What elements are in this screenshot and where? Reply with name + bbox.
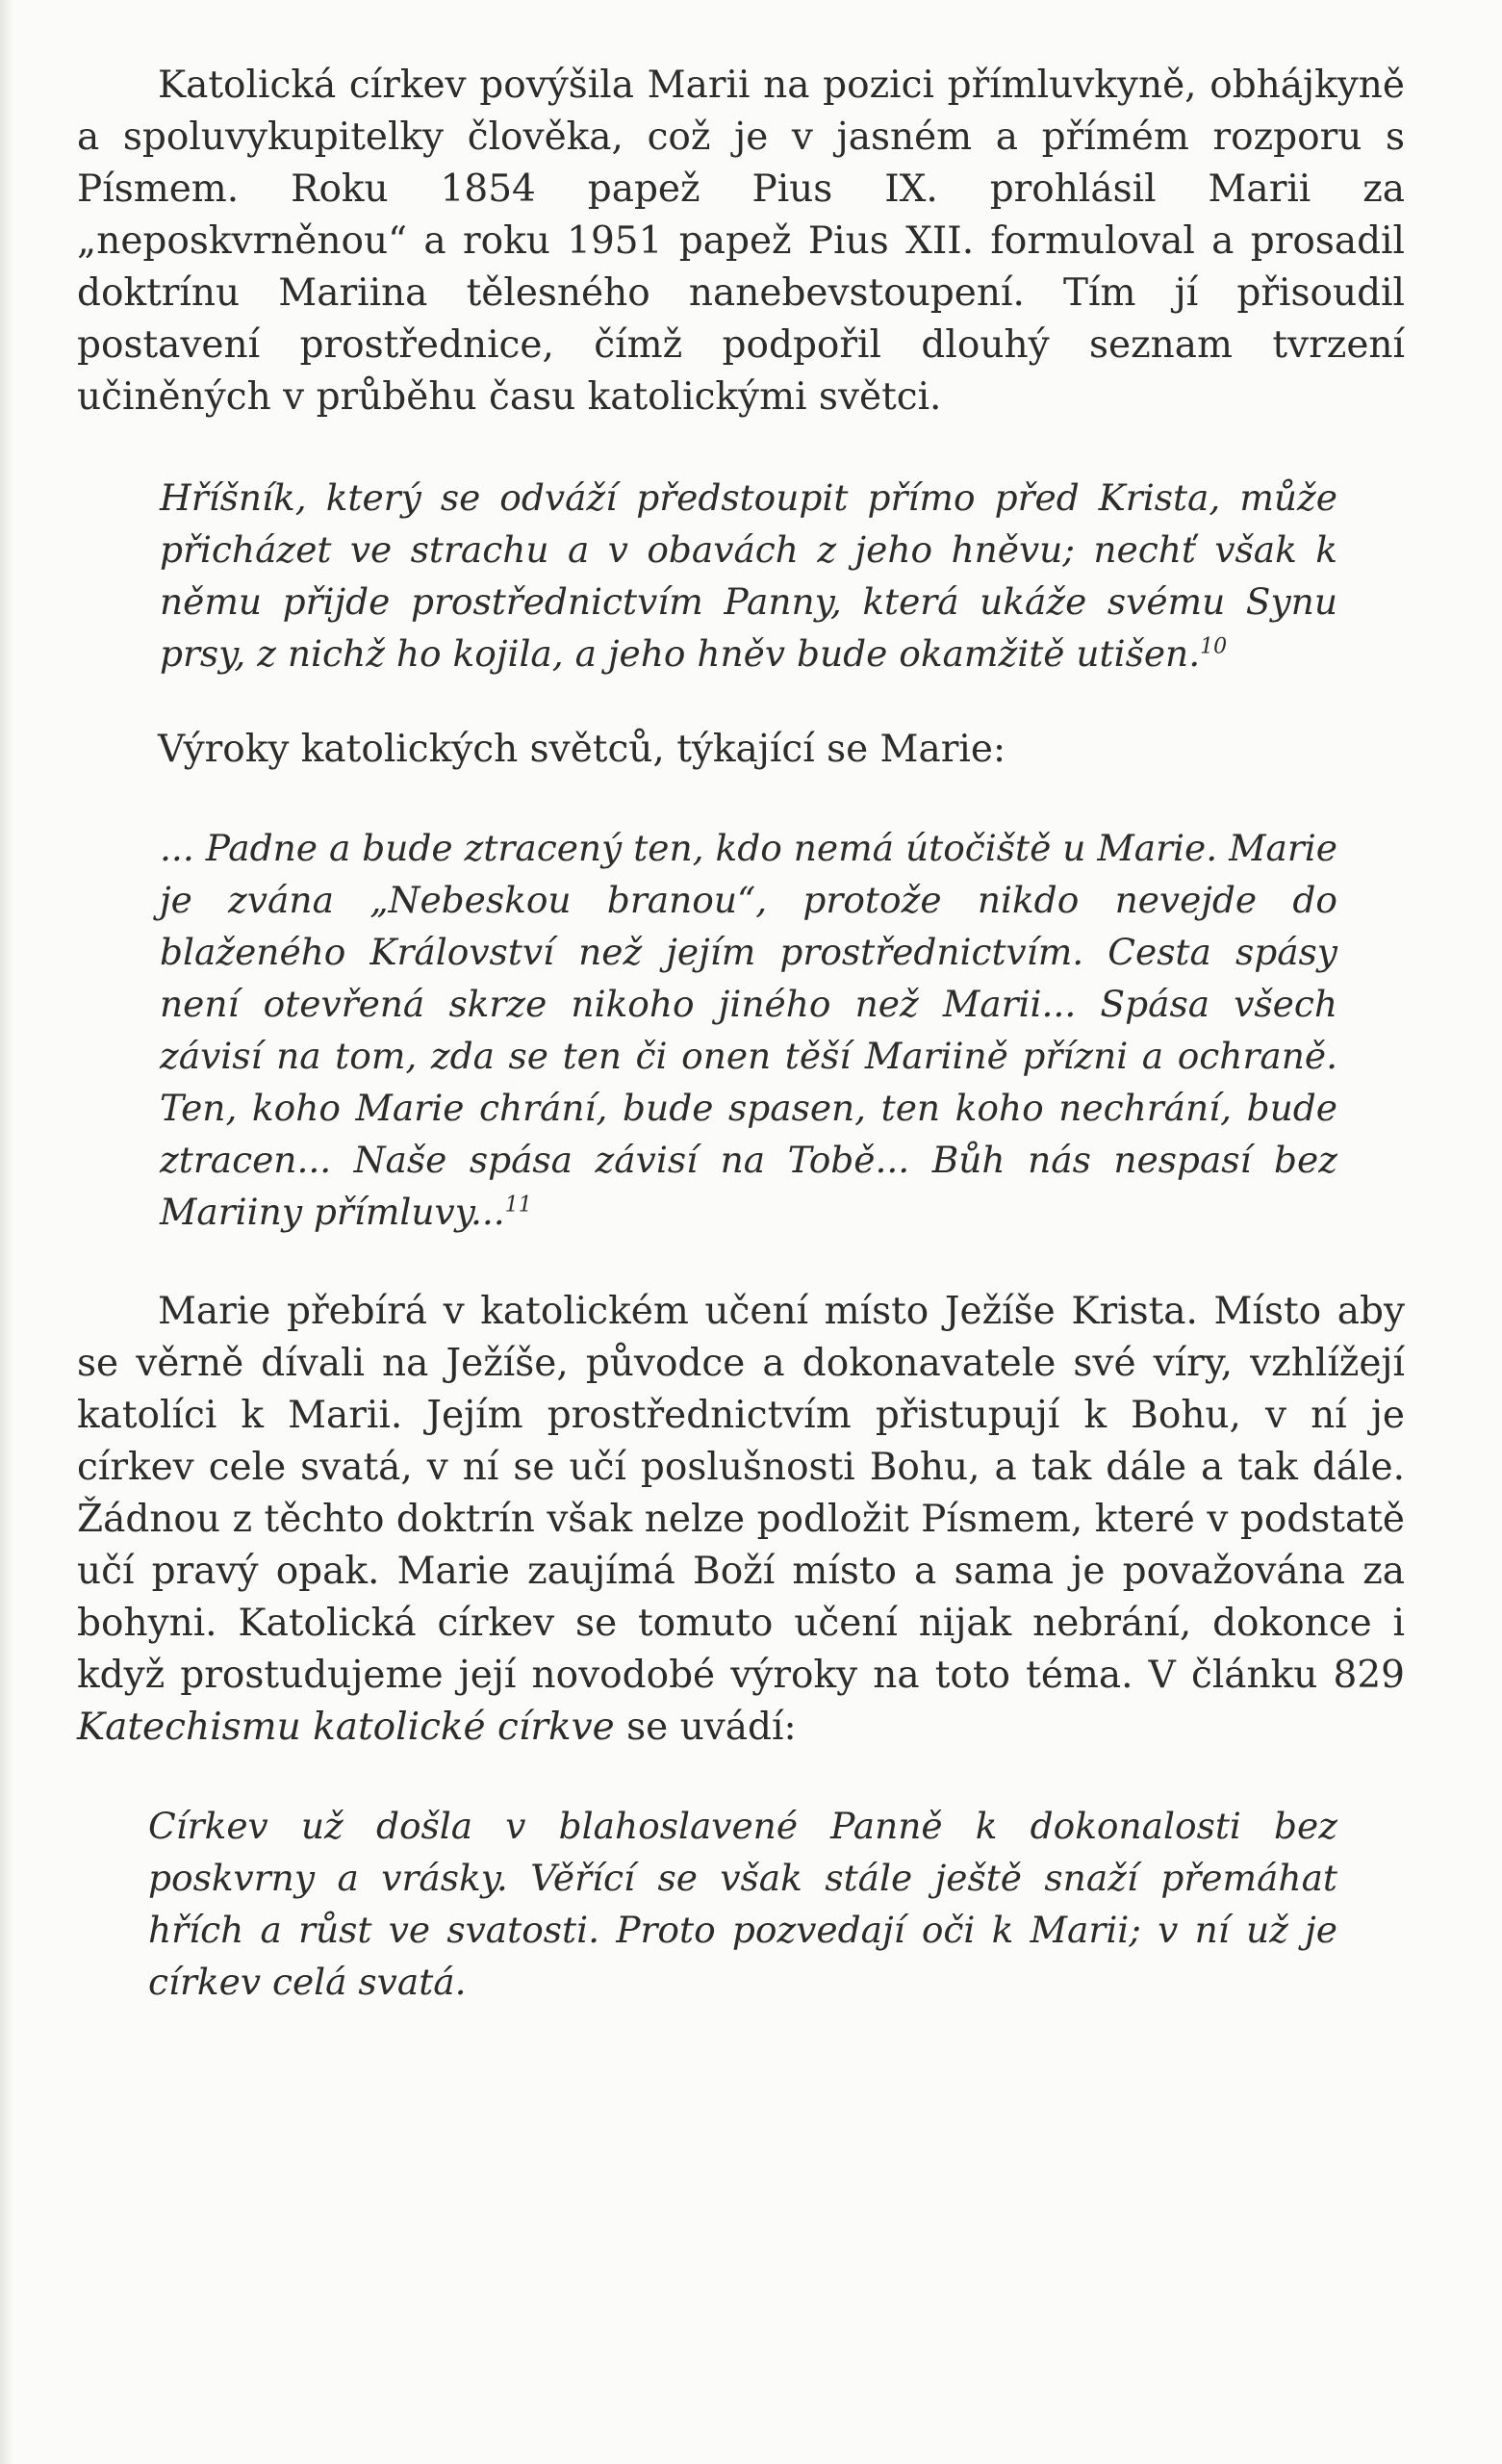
- quote-catechism: Církev už došla v blahoslavené Panně k dokonalosti bez poskvrny a vrásky. Věřící se však stále ještě snaží přemáhat hřích a růst ve svatosti. Proto pozvedají oči k Marii; v ní už je církev celá svatá.: [148, 1805, 1337, 2003]
- footnote-ref-10: 10: [1200, 634, 1228, 659]
- catechism-title: Katechismu katolické církve: [77, 1706, 615, 1749]
- quote-sinner-text: Hříšník, který se odváží předstoupit přímo před Krista, může přicházet ve strachu a v obavách z jeho hněvu; nechť však k němu přijde prostřednictvím Panny, která ukáže svému Synu prsy, z nichž ho kojila, a jeho hněv bude okamžitě utišen.: [160, 476, 1337, 675]
- paragraph-mary-role-tail: se uvádí:: [626, 1706, 797, 1749]
- quote-saints-text: ... Padne a bude ztracený ten, kdo nemá útočiště u Marie. Marie je zvána „Nebeskou branou“, protože nikdo nevejde do blaženého Království než jejím prostřednictvím. Cesta spásy není otevřená skrze nikoho jiného než Marii... Spása všech závisí na tom, zda se ten či onen těší Mariině přízni a ochraně. Ten, koho Marie chrání, bude spasen, ten koho nechrání, bude ztracen... Naše spása závisí na Tobě... Bůh nás nespasí bez Mariiny přímluvy...: [160, 827, 1337, 1233]
- saints-sayings-lead: Výroky katolických světců, týkající se Marie:: [158, 728, 1006, 771]
- paragraph-intro: [77, 60, 1405, 424]
- quote-sinner: [77, 472, 1405, 680]
- paragraph-intro-text: Katolická církev povýšila Marii na pozici přímluvkyně, obhájkyně a spoluvykupitelky člověka, což je v jasném a přímém rozporu s Písmem. Roku 1854 papež Pius IX. prohlásil Marii za „neposkvrněnou“ a roku 1951 papež Pius XII. formuloval a prosadil doktrínu Mariina tělesného nanebevstoupení. Tím jí přisoudil postavení prostřednice, čímž podpořil dlouhý seznam tvrzení učiněných v průběhu času katolickými světci.: [77, 64, 1405, 419]
- page-body: [77, 60, 1405, 2008]
- footnote-ref-11: 11: [504, 1193, 532, 1218]
- paragraph-mary-role-text: Marie přebírá v katolickém učení místo Ježíše Krista. Místo aby se věrně dívali na Ježíše, původce a dokonavatele své víry, vzhlížejí katolíci k Marii. Jejím prostřednictvím přistupují k Bohu, v ní je církev cele svatá, v ní se učí poslušnosti Bohu, a tak dále a tak dále. Žádnou z těchto doktrín však nelze podložit Písmem, které v podstatě učí pravý opak. Marie zaujímá Boží místo a sama je považována za bohyni. Katolická církev se tomuto učení nijak nebrání, dokonce i když prostudujeme její novodobé výroky na toto téma. V článku 829: [77, 1290, 1405, 1697]
- paragraph-mary-role: [77, 1286, 1405, 1754]
- page-edge-shadow: [0, 0, 13, 2464]
- quote-saints: [77, 822, 1405, 1238]
